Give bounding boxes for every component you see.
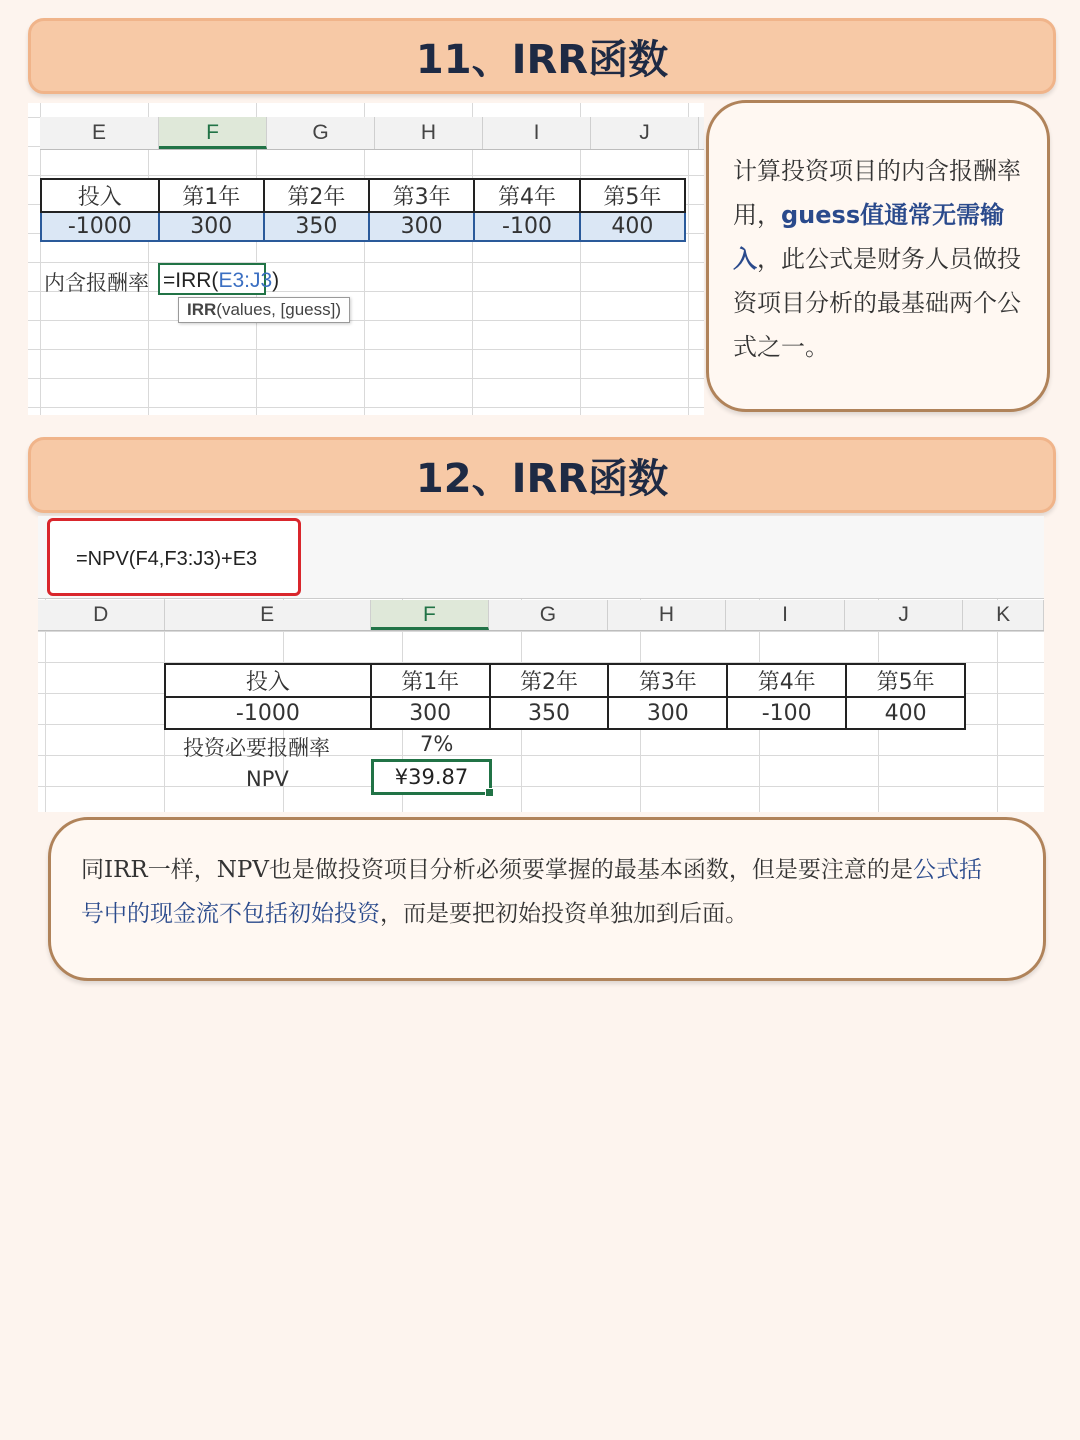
npv-formula-text: =NPV(F4,F3:J3)+E3 [76,548,258,570]
irr-note-highlight: guess值通常无需输入 [733,201,1005,273]
table-cell[interactable]: 投入 [41,179,159,212]
npv-label-cell[interactable]: NPV [246,767,289,791]
irr-value-row [41,212,685,241]
column-header-h[interactable]: H [375,117,483,149]
table-cell[interactable]: 350 [264,212,369,241]
npv-column-header-row [38,600,1044,631]
table-cell[interactable]: 第5年 [580,179,685,212]
table-cell[interactable]: 第2年 [490,664,609,697]
table-cell[interactable]: 第2年 [264,179,369,212]
table-cell[interactable]: 300 [369,212,474,241]
table-cell[interactable]: 400 [580,212,685,241]
column-header-e[interactable]: E [165,600,371,630]
table-cell[interactable]: -100 [474,212,580,241]
npv-formula-box[interactable] [47,518,301,596]
formula-prefix: =IRR( [163,269,219,292]
irr-formula-cell[interactable] [158,263,280,295]
npv-header-row [165,664,965,697]
npv-note-text-2: ，而是要把初始投资单独加到后面。 [380,901,748,927]
column-header-k[interactable]: K [963,600,1044,630]
section1-title: 11、IRR函数 [415,36,669,83]
rate-value-cell[interactable]: 7% [420,732,454,756]
irr-cashflow-table [40,178,686,242]
table-cell[interactable]: 第3年 [608,664,727,697]
npv-note-box [48,817,1046,981]
npv-cashflow-table [164,663,966,730]
column-header-i[interactable]: I [483,117,591,149]
table-cell[interactable]: 350 [490,697,609,729]
irr-note-box [706,100,1050,412]
column-header-g[interactable]: G [267,117,375,149]
column-header-e[interactable]: E [40,117,159,149]
npv-spreadsheet [38,516,1044,812]
formula-range-ref: E3:J3 [218,269,273,292]
column-header-f[interactable]: F [371,600,490,630]
table-cell[interactable]: 300 [159,212,264,241]
table-cell[interactable]: -100 [727,697,846,729]
column-header-f[interactable]: F [159,117,267,149]
npv-value-cell[interactable] [371,759,492,795]
table-cell[interactable]: 第3年 [369,179,474,212]
irr-note-text-2: ，此公式是财务人员做投资项目分析的最基础两个公式之一。 [733,245,1021,361]
table-cell[interactable]: -1000 [165,697,371,729]
table-cell[interactable]: 第4年 [474,179,580,212]
column-header-j[interactable]: J [591,117,699,149]
npv-value-row [165,697,965,729]
npv-note-highlight: 公式括号中的现金流不包括初始投资 [81,857,982,927]
section2-title: 12、IRR函数 [415,455,669,502]
rate-label-cell[interactable]: 投资必要报酬率 [183,736,330,760]
tooltip-function-name: IRR [187,300,217,319]
table-cell[interactable]: 第4年 [727,664,846,697]
section2-title-banner [28,437,1056,513]
npv-note-text: 同IRR一样，NPV也是做投资项目分析必须要掌握的最基本函数，但是要注意的是 [81,857,913,883]
column-header-j[interactable]: J [845,600,964,630]
column-header-g[interactable]: G [489,600,608,630]
irr-function-tooltip [178,297,350,323]
irr-label-cell[interactable]: 内含报酬率 [44,271,149,295]
fill-handle[interactable] [485,788,494,797]
table-cell[interactable]: 400 [846,697,965,729]
tooltip-arguments: (values, [guess]) [216,300,342,319]
column-header-d[interactable]: D [38,600,165,630]
irr-spreadsheet [28,103,704,415]
table-cell[interactable]: 投入 [165,664,371,697]
npv-value: ¥39.87 [394,765,469,789]
table-cell[interactable]: 第5年 [846,664,965,697]
table-cell[interactable]: 第1年 [371,664,490,697]
column-header-i[interactable]: I [726,600,845,630]
irr-column-header-row [40,117,704,150]
table-cell[interactable]: 第1年 [159,179,264,212]
column-header-h[interactable]: H [608,600,727,630]
table-cell[interactable]: 300 [608,697,727,729]
table-cell[interactable]: -1000 [41,212,159,241]
table-cell[interactable]: 300 [371,697,490,729]
section1-title-banner [28,18,1056,94]
formula-suffix: ) [272,269,280,292]
irr-header-row [41,179,685,212]
irr-note-text: 计算投资项目的内含报酬率用， [733,157,1021,229]
